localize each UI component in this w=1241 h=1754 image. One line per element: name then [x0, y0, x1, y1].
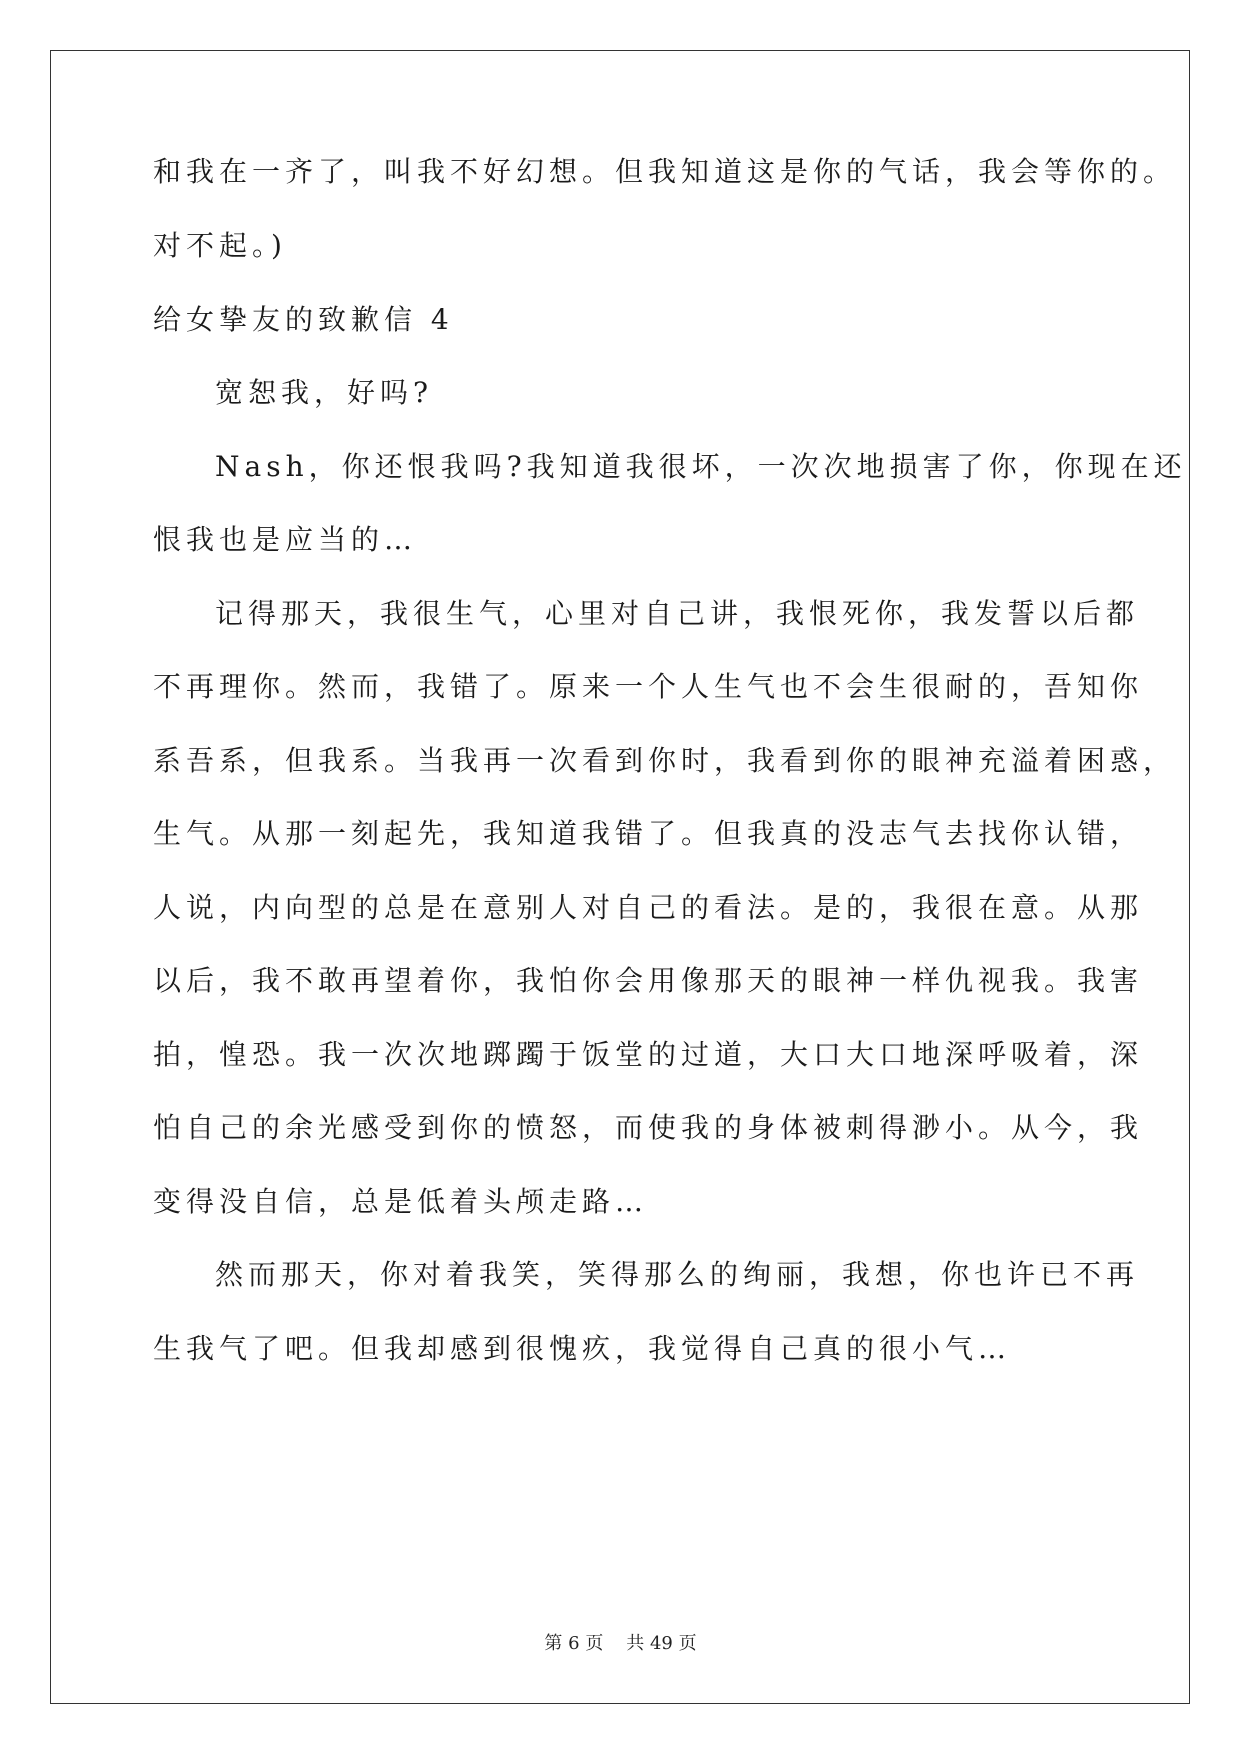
page-total: 共 49 页: [626, 1633, 697, 1654]
body-line-7: 记得那天，我很生气，心里对自己讲，我恨死你，我发誓以后都: [215, 597, 1140, 630]
page-border: [50, 50, 1190, 1704]
body-line-17: 生我气了吧。但我却感到很愧疚，我觉得自己真的很小气…: [153, 1332, 1012, 1365]
body-line-2: 对不起。): [153, 229, 287, 262]
body-line-6: 恨我也是应当的…: [153, 523, 418, 556]
section-heading: 给女挚友的致歉信 4: [153, 303, 454, 336]
body-line-11: 人说，内向型的总是在意别人对自己的看法。是的，我很在意。从那: [153, 891, 1144, 924]
body-line-9: 系吾系，但我系。当我再一次看到你时，我看到你的眼神充溢着困惑，: [153, 744, 1177, 777]
letter-greeting: 宽恕我，好吗?: [215, 376, 434, 409]
body-line-12: 以后，我不敢再望着你，我怕你会用像那天的眼神一样仇视我。我害: [153, 964, 1144, 997]
page-footer: [0, 1632, 1241, 1656]
body-line-16: 然而那天，你对着我笑，笑得那么的绚丽，我想，你也许已不再: [215, 1258, 1140, 1291]
body-line-15: 变得没自信，总是低着头颅走路…: [153, 1185, 649, 1218]
body-line-5: Nash，你还恨我吗?我知道我很坏，一次次地损害了你，你现在还: [215, 450, 1187, 483]
body-line-14: 怕自己的余光感受到你的愤怒，而使我的身体被刺得渺小。从今，我: [153, 1111, 1144, 1144]
body-line-8: 不再理你。然而，我错了。原来一个人生气也不会生很耐的，吾知你: [153, 670, 1144, 703]
body-line-10: 生气。从那一刻起先，我知道我错了。但我真的没志气去找你认错，: [153, 817, 1144, 850]
body-line-13: 拍，惶恐。我一次次地踯躅于饭堂的过道，大口大口地深呼吸着，深: [153, 1038, 1144, 1071]
body-line-1: 和我在一齐了，叫我不好幻想。但我知道这是你的气话，我会等你的。: [153, 155, 1177, 188]
page-number: 第 6 页: [544, 1633, 604, 1654]
